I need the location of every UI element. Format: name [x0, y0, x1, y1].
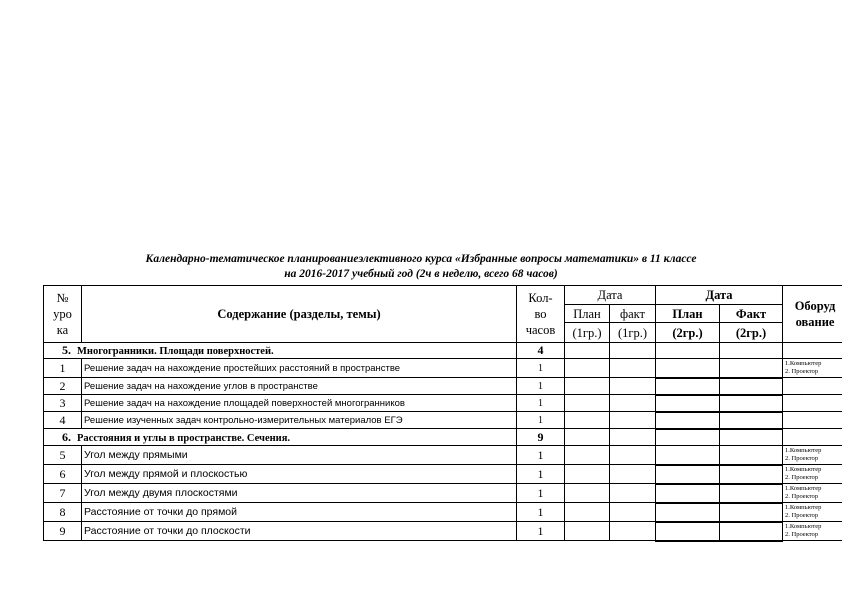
equipment-item-projector: 2. Проектор [785, 512, 819, 519]
equipment-item-projector: 2. Проектор [785, 493, 819, 500]
fact2-date-cell [720, 395, 783, 412]
plan2-date-cell [656, 412, 720, 429]
header-equipment-cell [783, 286, 842, 343]
lesson-hours: 1 [517, 465, 565, 484]
equipment-cell [783, 446, 842, 465]
header-plan2-group: (2гр.) [656, 323, 720, 343]
header-fact1: факт [610, 305, 656, 323]
section-row [44, 343, 842, 359]
section-title-cell [44, 429, 517, 446]
fact1-date-cell [610, 429, 656, 446]
fact1-date-cell [610, 503, 656, 522]
lesson-number: 7 [44, 484, 82, 503]
plan1-date-cell [565, 429, 610, 446]
fact1-date-cell [610, 343, 656, 359]
fact1-date-cell [610, 522, 656, 541]
lesson-topic: Расстояние от точки до плоскости [82, 522, 517, 541]
header-date-group1: Дата [565, 286, 656, 305]
table-row [44, 359, 842, 378]
table-row [44, 465, 842, 484]
equipment-item-computer: 1.Компьютер [785, 523, 822, 530]
lesson-number: 6 [44, 465, 82, 484]
plan2-date-cell [656, 503, 720, 522]
fact2-date-cell [720, 503, 783, 522]
fact2-date-cell [720, 359, 783, 378]
header-fact1-group: (1гр.) [610, 323, 656, 343]
equipment-item-computer: 1.Компьютер [785, 485, 822, 492]
lesson-topic: Угол между прямой и плоскостью [82, 465, 517, 484]
equipment-cell [783, 503, 842, 522]
plan2-date-cell [656, 522, 720, 541]
equipment-cell [783, 429, 842, 446]
plan2-date-cell [656, 465, 720, 484]
table-row [44, 378, 842, 395]
plan1-date-cell [565, 465, 610, 484]
header-num-cell [44, 286, 82, 343]
lesson-hours: 1 [517, 522, 565, 541]
section-hours: 9 [517, 429, 565, 446]
header-content: Содержание (разделы, темы) [82, 286, 517, 343]
lesson-number: 5 [44, 446, 82, 465]
header-hours-line1: Кол- [528, 291, 553, 305]
equipment-item-computer: 1.Компьютер [785, 466, 822, 473]
fact1-date-cell [610, 395, 656, 412]
fact2-date-cell [720, 446, 783, 465]
equipment-cell [783, 378, 842, 395]
lesson-hours: 1 [517, 484, 565, 503]
table-row [44, 503, 842, 522]
lesson-hours: 1 [517, 446, 565, 465]
header-plan1-group: (1гр.) [565, 323, 610, 343]
lesson-number: 1 [44, 359, 82, 378]
plan1-date-cell [565, 378, 610, 395]
table-row [44, 484, 842, 503]
fact1-date-cell [610, 359, 656, 378]
fact2-date-cell [720, 484, 783, 503]
equipment-cell [783, 412, 842, 429]
header-hours-line3: часов [525, 323, 556, 337]
lesson-hours: 1 [517, 359, 565, 378]
document-title-line2: на 2016-2017 учебный год (2ч в неделю, всего 68 часов) [284, 268, 558, 280]
equipment-cell [783, 465, 842, 484]
lesson-hours: 1 [517, 503, 565, 522]
section-row [44, 429, 842, 446]
table-row [44, 446, 842, 465]
lesson-topic: Угол между прямыми [82, 446, 517, 465]
lesson-hours: 1 [517, 395, 565, 412]
equipment-item-projector: 2. Проектор [785, 368, 819, 375]
fact2-date-cell [720, 378, 783, 395]
header-plan2: План [656, 305, 720, 323]
plan1-date-cell [565, 484, 610, 503]
plan1-date-cell [565, 343, 610, 359]
section-title: Многогранники. Площади поверхностей. [77, 346, 274, 357]
header-equipment-line2: ование [795, 315, 835, 329]
section-number: 6. [62, 429, 71, 444]
lesson-topic: Решение изученных задач контрольно-измерительных материалов ЕГЭ [82, 412, 517, 429]
lesson-number: 3 [44, 395, 82, 412]
header-row-1 [44, 286, 842, 305]
header-hours-cell [517, 286, 565, 343]
header-equipment-line1: Оборуд [794, 299, 836, 313]
lesson-number: 4 [44, 412, 82, 429]
header-fact2: Факт [720, 305, 783, 323]
table-row [44, 522, 842, 541]
plan1-date-cell [565, 395, 610, 412]
equipment-item-computer: 1.Компьютер [785, 447, 822, 454]
equipment-item-projector: 2. Проектор [785, 531, 819, 538]
fact2-date-cell [720, 522, 783, 541]
lesson-topic: Решение задач на нахождение углов в пространстве [82, 378, 517, 395]
table-row [44, 395, 842, 412]
equipment-cell [783, 484, 842, 503]
header-plan1: План [565, 305, 610, 323]
document-title-line1: Календарно-тематическое планированиеэлективного курса «Избранные вопросы математики» в 11 классе [145, 253, 697, 265]
plan2-date-cell [656, 378, 720, 395]
lesson-hours: 1 [517, 378, 565, 395]
plan2-date-cell [656, 343, 720, 359]
schedule-table [43, 285, 842, 542]
fact1-date-cell [610, 412, 656, 429]
plan2-date-cell [656, 484, 720, 503]
fact1-date-cell [610, 484, 656, 503]
equipment-cell [783, 343, 842, 359]
header-hours-line2: во [534, 307, 547, 321]
plan1-date-cell [565, 412, 610, 429]
fact2-date-cell [720, 429, 783, 446]
equipment-item-computer: 1.Компьютер [785, 504, 822, 511]
header-num-line1: № [56, 291, 69, 305]
section-title-cell [44, 343, 517, 359]
lesson-number: 8 [44, 503, 82, 522]
plan1-date-cell [565, 503, 610, 522]
equipment-cell [783, 522, 842, 541]
plan2-date-cell [656, 446, 720, 465]
plan2-date-cell [656, 395, 720, 412]
equipment-cell [783, 359, 842, 378]
fact2-date-cell [720, 343, 783, 359]
equipment-cell [783, 395, 842, 412]
equipment-item-computer: 1.Компьютер [785, 360, 822, 367]
fact1-date-cell [610, 465, 656, 484]
header-num-line3: ка [56, 323, 69, 337]
section-title: Расстояния и углы в пространстве. Сечения. [77, 432, 291, 444]
equipment-item-projector: 2. Проектор [785, 474, 819, 481]
lesson-topic: Решение задач на нахождение простейших расстояний в пространстве [82, 359, 517, 378]
section-hours: 4 [517, 343, 565, 359]
table-row [44, 412, 842, 429]
plan1-date-cell [565, 359, 610, 378]
plan1-date-cell [565, 522, 610, 541]
fact2-date-cell [720, 412, 783, 429]
lesson-hours: 1 [517, 412, 565, 429]
plan1-date-cell [565, 446, 610, 465]
lesson-topic: Расстояние от точки до прямой [82, 503, 517, 522]
fact1-date-cell [610, 378, 656, 395]
header-date-group2: Дата [656, 286, 783, 305]
header-fact2-group: (2гр.) [720, 323, 783, 343]
fact2-date-cell [720, 465, 783, 484]
lesson-topic: Угол между двумя плоскостями [82, 484, 517, 503]
lesson-number: 9 [44, 522, 82, 541]
equipment-item-projector: 2. Проектор [785, 455, 819, 462]
fact1-date-cell [610, 446, 656, 465]
plan2-date-cell [656, 359, 720, 378]
lesson-topic: Решение задач на нахождение площадей поверхностей многогранников [82, 395, 517, 412]
plan2-date-cell [656, 429, 720, 446]
section-number: 5. [62, 343, 71, 357]
header-num-line2: уро [53, 307, 72, 321]
lesson-number: 2 [44, 378, 82, 395]
